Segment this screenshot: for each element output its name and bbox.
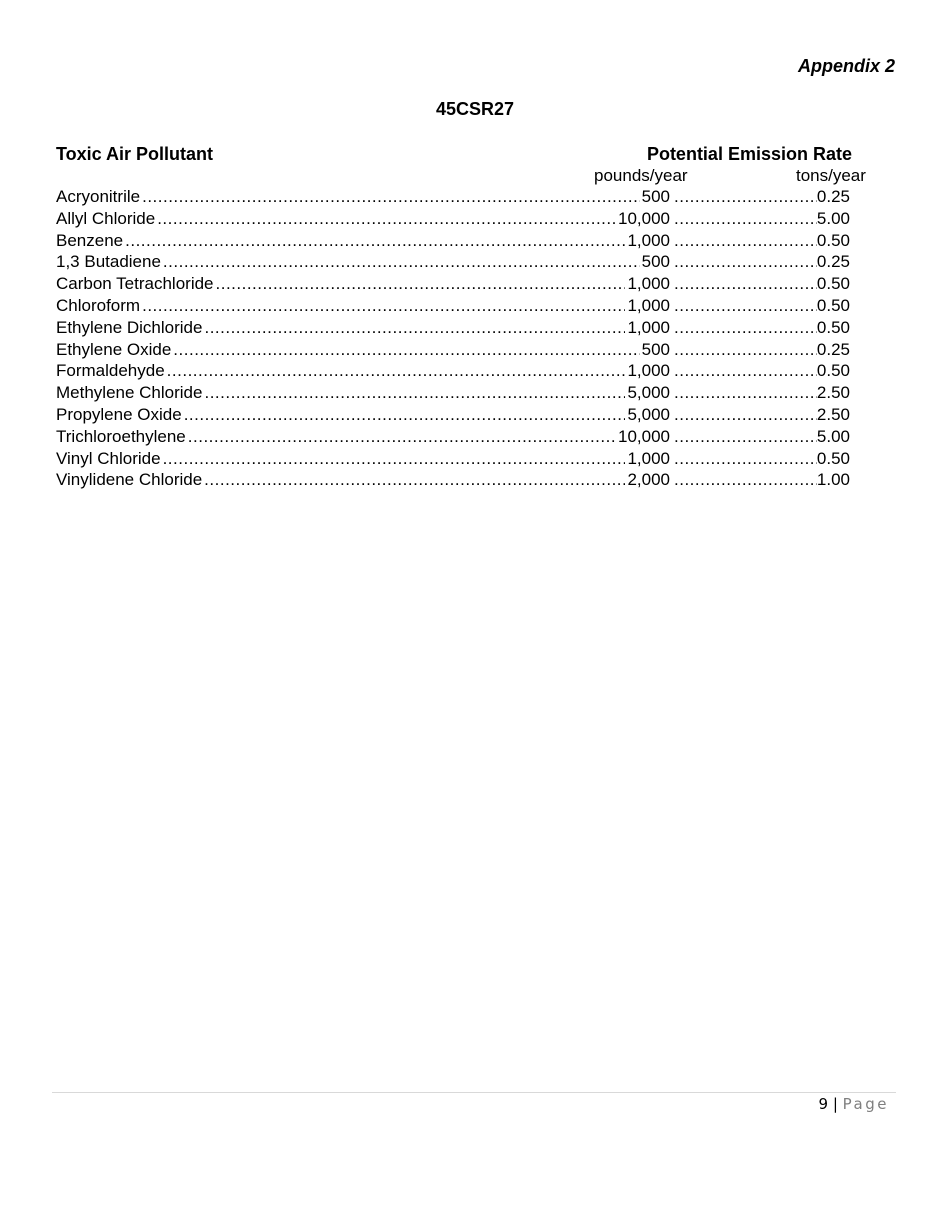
- dot-leader: [674, 295, 817, 317]
- document-code: 45CSR27: [435, 99, 515, 119]
- table-row: [56, 448, 850, 470]
- pollutant-name: Vinyl Chloride: [56, 448, 161, 468]
- pounds-value: 5,000: [627, 404, 670, 424]
- pollutant-table: [56, 186, 850, 491]
- column-header-emission-rate: Potential Emission Rate: [646, 144, 852, 164]
- tons-value: 0.50: [816, 230, 850, 250]
- tons-value: 0.50: [816, 317, 850, 337]
- dot-leader: [674, 360, 817, 382]
- pounds-value: 1,000: [627, 448, 670, 468]
- dot-leader: [674, 469, 817, 491]
- page-number: 9: [818, 1095, 829, 1113]
- pounds-value: 1,000: [627, 317, 670, 337]
- tons-value: 0.25: [816, 339, 850, 359]
- page-footer: [819, 1095, 890, 1113]
- dot-leader: [674, 404, 817, 426]
- table-row: [56, 295, 850, 317]
- pollutant-name: Carbon Tetrachloride: [56, 274, 214, 294]
- dot-leader: [674, 208, 817, 230]
- dot-leader: [142, 186, 640, 208]
- dot-leader: [173, 339, 639, 361]
- dot-leader: [204, 382, 625, 404]
- table-row: [56, 382, 850, 404]
- dot-leader: [142, 295, 625, 317]
- table-row: [56, 317, 850, 339]
- table-row: [56, 251, 850, 273]
- dot-leader: [125, 230, 625, 252]
- pounds-value: 1,000: [627, 295, 670, 315]
- tons-value: 2.50: [816, 383, 850, 403]
- tons-value: 0.50: [816, 361, 850, 381]
- pollutant-name: Acryonitrile: [56, 187, 141, 206]
- table-row: [56, 208, 850, 230]
- table-row: [56, 360, 850, 382]
- dot-leader: [188, 426, 616, 448]
- pounds-value: 1,000: [627, 361, 670, 381]
- column-header-pollutant: Toxic Air Pollutant: [56, 144, 214, 164]
- table-row: [56, 404, 850, 426]
- footer-separator: |: [832, 1095, 838, 1113]
- dot-leader: [674, 382, 817, 404]
- pollutant-name: Chloroform: [56, 295, 141, 315]
- pollutant-name: Ethylene Oxide: [56, 339, 172, 359]
- tons-value: 5.00: [816, 426, 850, 446]
- pollutant-name: Formaldehyde: [56, 361, 165, 381]
- tons-value: 5.00: [816, 208, 850, 228]
- pounds-value: 1,000: [627, 230, 670, 250]
- pounds-value: 1,000: [627, 274, 670, 294]
- appendix-label: Appendix 2: [797, 56, 895, 76]
- dot-leader: [204, 317, 625, 339]
- tons-value: 0.25: [816, 187, 850, 206]
- table-row: [56, 273, 850, 295]
- unit-pounds-per-year: pounds/year: [594, 166, 688, 185]
- table-row: [56, 186, 850, 208]
- pounds-value: 10,000: [618, 426, 670, 446]
- page-word: Page: [842, 1095, 889, 1113]
- pollutant-name: Propylene Oxide: [56, 404, 182, 424]
- dot-leader: [674, 426, 817, 448]
- pollutant-name: Ethylene Dichloride: [56, 317, 203, 337]
- dot-leader: [674, 339, 817, 361]
- pounds-value: 2,000: [627, 470, 670, 490]
- pollutant-name: 1,3 Butadiene: [56, 252, 161, 272]
- table-row: [56, 426, 850, 448]
- pounds-value: 5,000: [627, 383, 670, 403]
- pounds-value: 500: [641, 252, 670, 272]
- tons-value: 0.25: [816, 252, 850, 272]
- dot-leader: [674, 317, 817, 339]
- dot-leader: [674, 230, 817, 252]
- dot-leader: [204, 469, 625, 491]
- pollutant-name: Allyl Chloride: [56, 208, 156, 228]
- dot-leader: [674, 251, 817, 273]
- dot-leader: [163, 448, 626, 470]
- dot-leader: [674, 186, 817, 208]
- table-row: [56, 339, 850, 361]
- pounds-value: 500: [641, 187, 670, 206]
- pollutant-name: Trichloroethylene: [56, 426, 186, 446]
- tons-value: 2.50: [816, 404, 850, 424]
- tons-value: 0.50: [816, 448, 850, 468]
- tons-value: 0.50: [816, 274, 850, 294]
- dot-leader: [674, 448, 817, 470]
- pounds-value: 500: [641, 339, 670, 359]
- dot-leader: [216, 273, 626, 295]
- dot-leader: [167, 360, 626, 382]
- pollutant-name: Methylene Chloride: [56, 383, 203, 403]
- table-row: [56, 469, 850, 491]
- tons-value: 0.50: [816, 295, 850, 315]
- footer-divider: [52, 1092, 896, 1093]
- dot-leader: [163, 251, 640, 273]
- dot-leader: [674, 273, 817, 295]
- dot-leader: [157, 208, 616, 230]
- pollutant-name: Vinylidene Chloride: [56, 470, 203, 490]
- tons-value: 1.00: [816, 470, 850, 490]
- dot-leader: [184, 404, 626, 426]
- unit-tons-per-year: tons/year: [796, 166, 866, 185]
- pollutant-name: Benzene: [56, 230, 124, 250]
- table-row: [56, 230, 850, 252]
- pounds-value: 10,000: [618, 208, 670, 228]
